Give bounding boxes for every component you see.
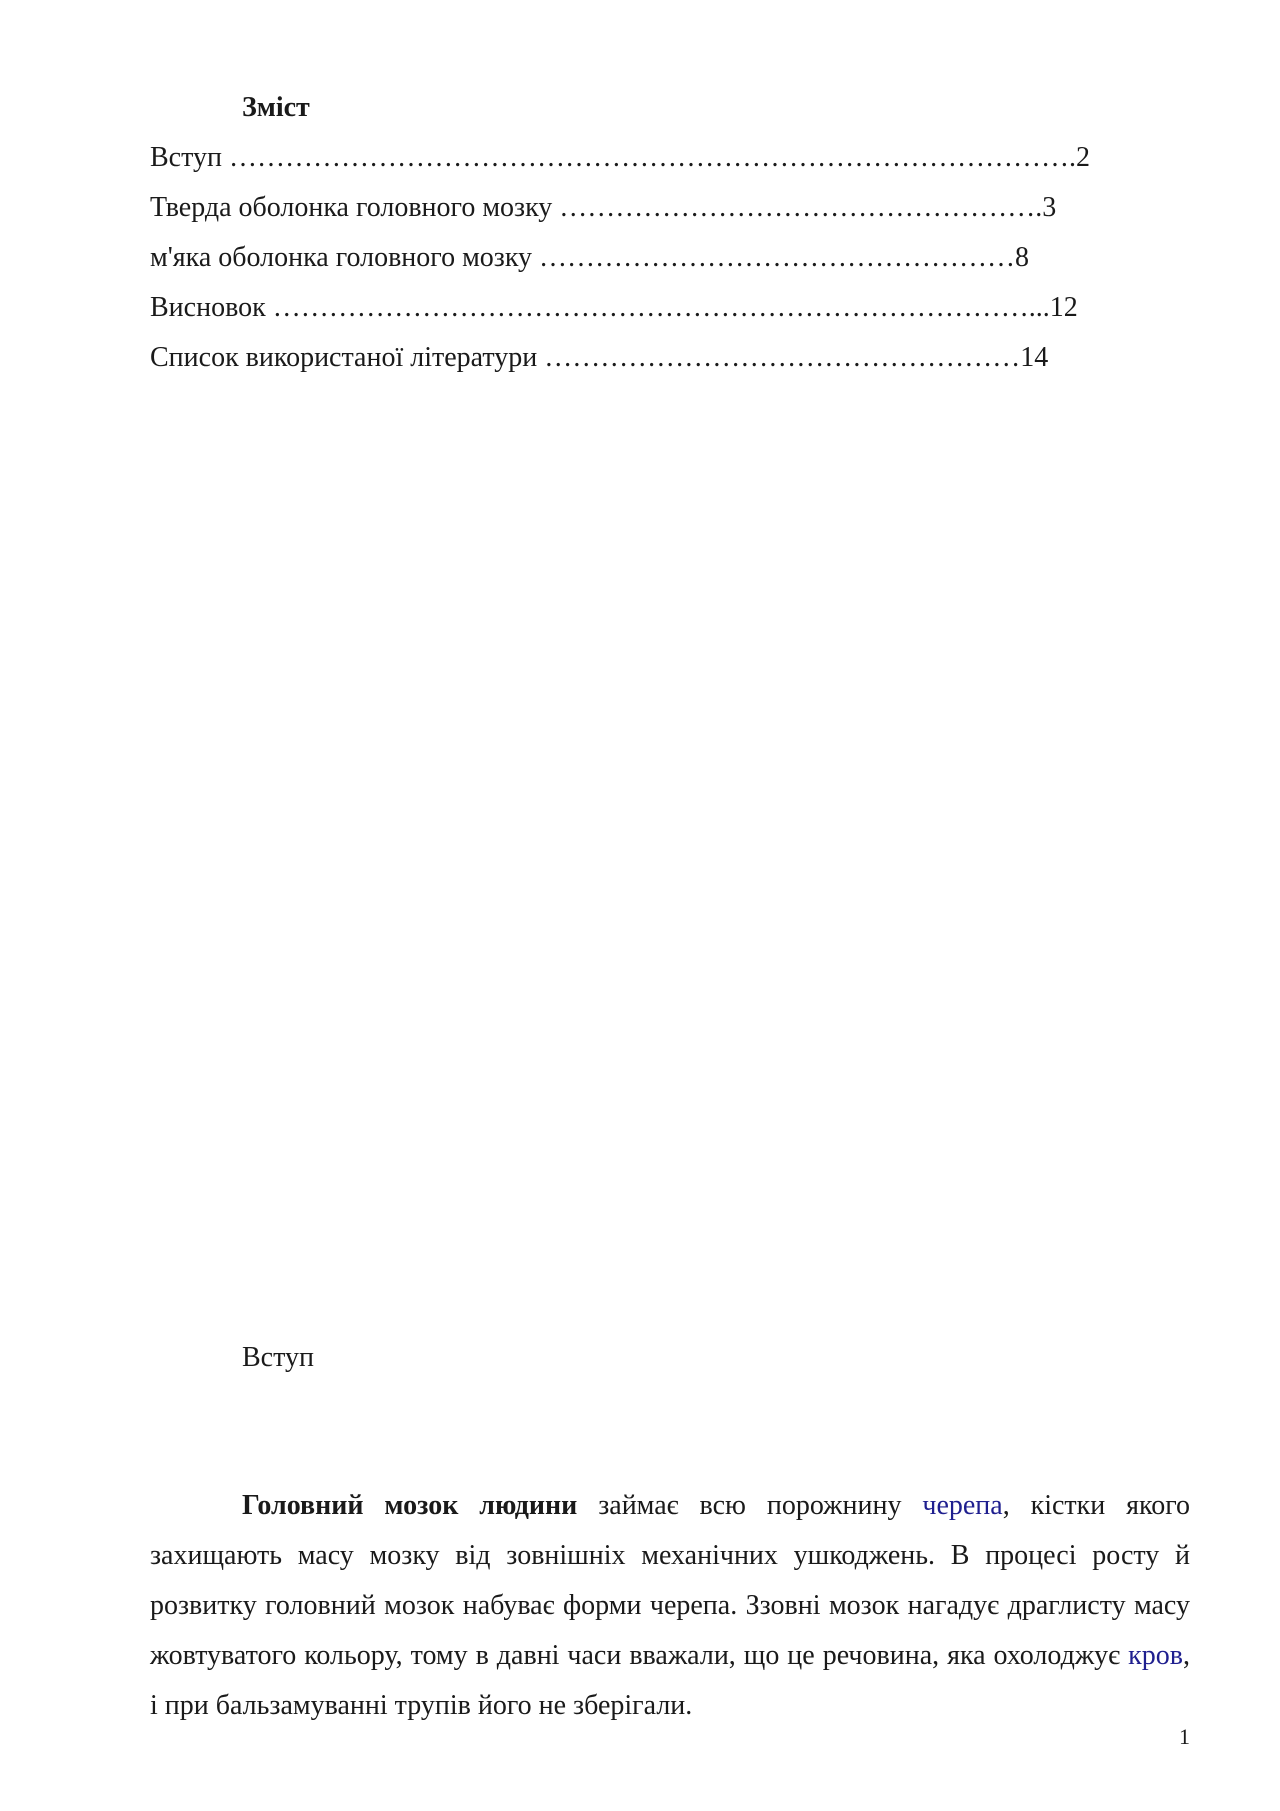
toc-entry: Висновок ………………………………………………………………………...12: [150, 292, 1078, 323]
skull-link[interactable]: черепа: [922, 1490, 1003, 1521]
toc-entry: Тверда оболонка головного мозку …………………………………………….3: [150, 192, 1057, 223]
toc-entry: м'яка оболонка головного мозку ……………………………………………8: [150, 242, 1030, 273]
toc-title: Зміст: [242, 92, 310, 123]
intro-text-3: , і при бальзамуванні трупів його не зберігали.: [150, 1640, 1190, 1721]
toc-entry: Вступ ……………………………………………………………………………….2: [150, 142, 1090, 173]
intro-text-1: займає всю порожнину: [577, 1490, 923, 1521]
toc-entry: Список використаної літератури ……………………………………………14: [150, 342, 1049, 373]
intro-text-2: , кістки якого захищають масу мозку від зовнішніх механічних ушкоджень. В процесі росту й розвитку головний мозок набуває форми черепа. Ззовні мозок нагадує драглисту масу жовтуватого кольору, тому в давні часи вважали, що це речовина, яка охолоджує: [150, 1490, 1191, 1671]
intro-bold-lead: Головний мозок людини: [242, 1490, 578, 1521]
intro-paragraph: [150, 1481, 1190, 1731]
intro-heading: Вступ: [242, 1342, 314, 1373]
blood-link[interactable]: кров: [1128, 1640, 1183, 1671]
table-of-contents: [150, 138, 1190, 388]
page-number: 1: [1179, 1724, 1190, 1749]
